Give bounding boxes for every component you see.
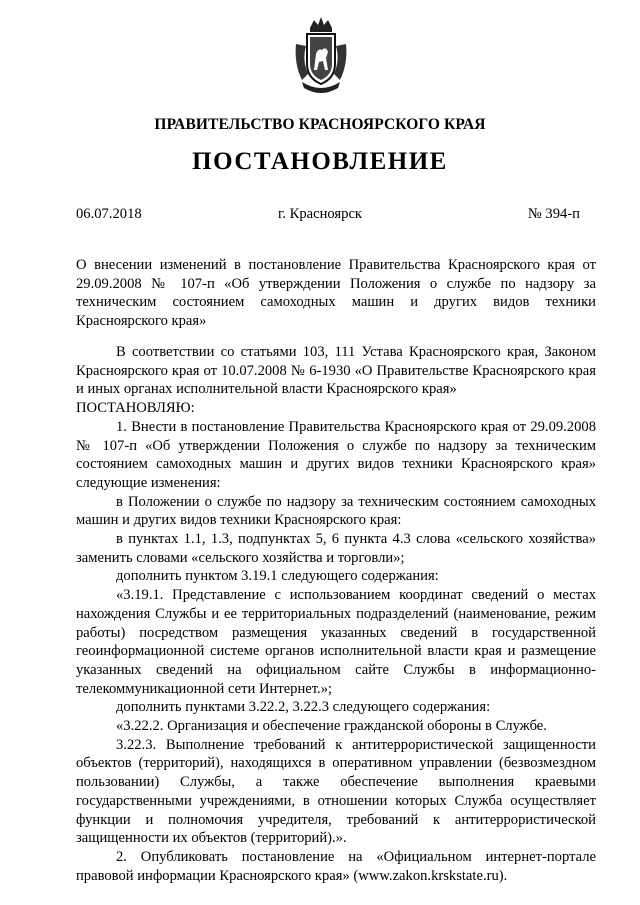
paragraph-1: 1. Внести в постановление Правительства Красноярского края от 29.09.2008 № 107-п «Об утверждении Положения о службе по надзору за техническим состоянием самоходных машин и других видов техники Красноярского края» следующие изменения: bbox=[76, 418, 596, 491]
paragraph-6: дополнить пунктами 3.22.2, 3.22.3 следующего содержания: bbox=[116, 699, 491, 716]
resolve-word: ПОСТАНОВЛЯЮ: bbox=[76, 400, 195, 417]
document-type-title: ПОСТАНОВЛЕНИЕ bbox=[192, 148, 448, 175]
document-subject: О внесении изменений в постановление Правительства Красноярского края от 29.09.2008 № 107-п «Об утверждении Положения о службе по надзору за техническим состоянием самоходных машин и других видов техники Красноярского края» bbox=[76, 257, 596, 330]
paragraph-4: дополнить пунктом 3.19.1 следующего содержания: bbox=[116, 568, 439, 585]
paragraph-3: в пунктах 1.1, 1.3, подпунктах 5, 6 пункта 4.3 слова «сельского хозяйства» заменить словами «сельского хозяйства и торговли»; bbox=[76, 531, 596, 566]
paragraph-9: 2. Опубликовать постановление на «Официальном интернет-портале правовой информации Красноярского края» (www.zakon.krskstate.ru). bbox=[76, 848, 596, 884]
coat-of-arms-icon bbox=[292, 14, 350, 94]
paragraph-2: в Положении о службе по надзору за техническим состоянием самоходных машин и других видов техники Красноярского края: bbox=[76, 493, 596, 529]
government-name: ПРАВИТЕЛЬСТВО КРАСНОЯРСКОГО КРАЯ bbox=[154, 116, 486, 133]
paragraph-8: 3.22.3. Выполнение требований к антитеррористической защищенности объектов (территорий), находящихся в оперативном управлении (безвозмездном пользовании) Службы, а также обеспечение выполнения краевыми государственными учреждениями, в отношении которых Служба осуществляет функции и полномочия учредителя, требований к антитеррористической защищенности их объектов (территорий).». bbox=[76, 736, 596, 847]
document-number: № 394-п bbox=[527, 206, 580, 222]
document-date: 06.07.2018 bbox=[76, 206, 142, 222]
paragraph-5: «3.19.1. Представление с использованием координат сведений о местах нахождения Службы и ее территориальных подразделений (наименование, режим работы) посредством размещения указанных сведений в государственной геоинформационной системе органов исполнительной власти края и размещение указанных сведений на официальном сайте Службы в информационно-телекоммуникационной сети Интернет.»; bbox=[76, 587, 596, 697]
paragraph-7: «3.22.2. Организация и обеспечение гражданской обороны в Службе. bbox=[116, 718, 547, 735]
document-body bbox=[76, 343, 596, 885]
intro-paragraph: В соответствии со статьями 103, 111 Устава Красноярского края, Законом Красноярского края от 10.07.2008 № 6-1930 «О Правительстве Красноярского края и иных органах исполнительной власти Красноярского края» bbox=[76, 344, 596, 398]
document-city: г. Красноярск bbox=[277, 206, 363, 222]
